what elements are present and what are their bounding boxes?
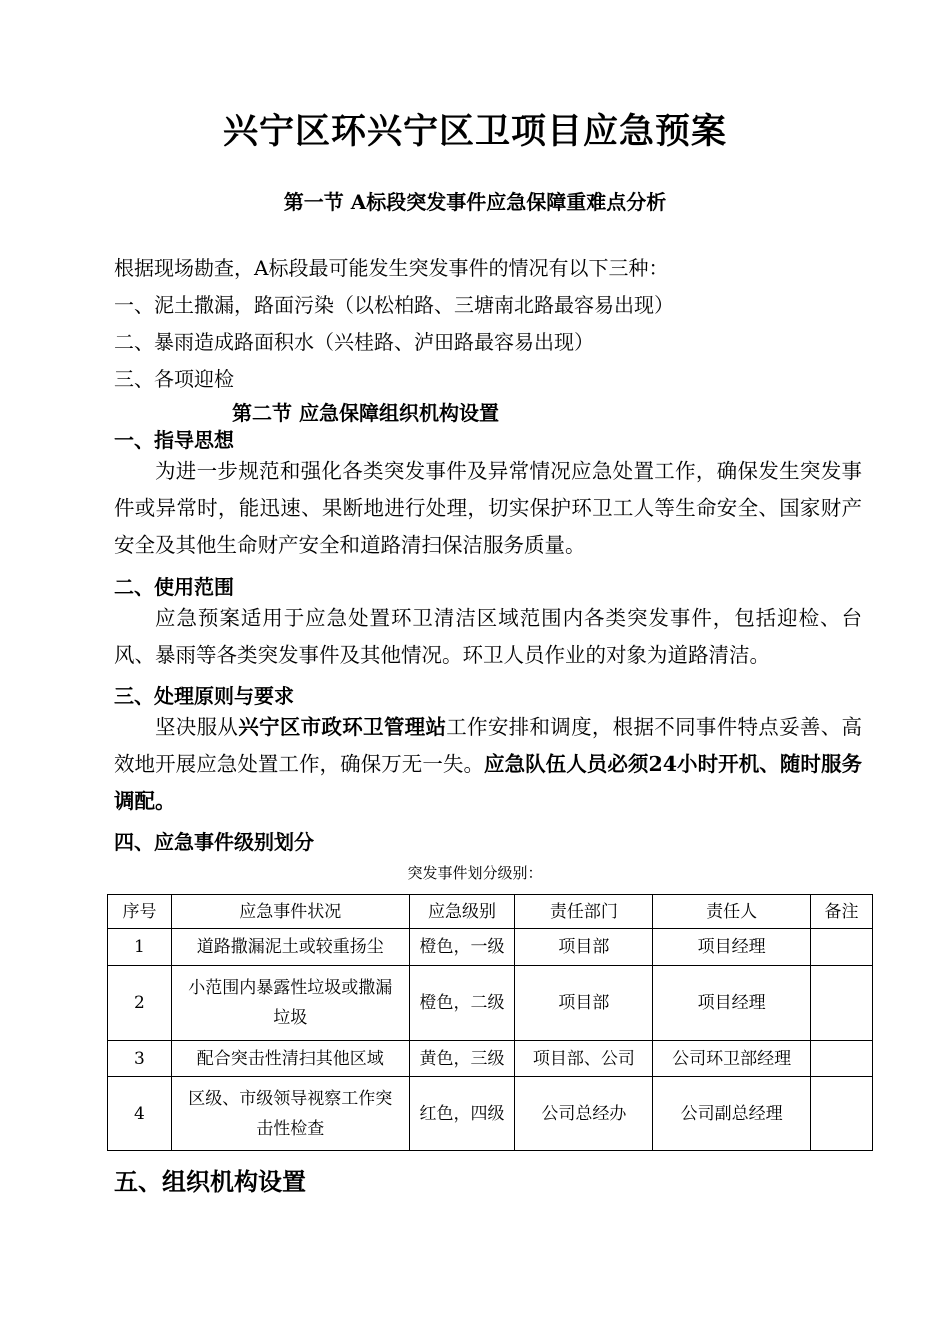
table-cell bbox=[811, 1077, 873, 1151]
part1-paragraph: 为进一步规范和强化各类突发事件及异常情况应急处置工作，确保发生突发事件或异常时，能迅速、果断地进行处理，切实保护环卫工人等生命安全、国家财产安全及其他生命财产安全和道路清扫保洁服务质量。 bbox=[114, 459, 862, 557]
part3-requirement: 应急队伍人员必须24小时开机、随时服务调配。 bbox=[114, 752, 862, 813]
table-cell: 3 bbox=[108, 1041, 172, 1077]
table-header: 序号 bbox=[108, 895, 172, 929]
table-cell: 红色，四级 bbox=[409, 1077, 515, 1151]
table-cell: 项目部 bbox=[515, 929, 653, 966]
table-cell: 公司环卫部经理 bbox=[653, 1041, 811, 1077]
table-cell: 道路撒漏泥土或较重扬尘 bbox=[171, 929, 409, 966]
part1-heading: 一、指导思想 bbox=[114, 428, 234, 452]
table-header: 应急事件状况 bbox=[171, 895, 409, 929]
list-item: 三、各项迎检 bbox=[114, 367, 234, 391]
table-row bbox=[108, 1041, 873, 1077]
table-cell: 项目经理 bbox=[653, 929, 811, 966]
table-caption: 突发事件划分级别： bbox=[407, 864, 543, 882]
part5-heading: 五、组织机构设置 bbox=[114, 1167, 306, 1196]
table-cell: 2 bbox=[108, 966, 172, 1041]
event-level-table bbox=[107, 894, 873, 1151]
section2-heading: 第二节 应急保障组织机构设置 bbox=[232, 401, 499, 425]
table-header: 责任部门 bbox=[515, 895, 653, 929]
document-title: 兴宁区环兴宁区卫项目应急预案 bbox=[222, 111, 727, 152]
table-cell bbox=[811, 966, 873, 1041]
part2-heading: 二、使用范围 bbox=[114, 575, 234, 599]
table-cell: 小范围内暴露性垃圾或撒漏垃圾 bbox=[171, 966, 409, 1041]
table-header-row bbox=[108, 895, 873, 929]
part3-paragraph bbox=[114, 709, 862, 820]
part4-heading: 四、应急事件级别划分 bbox=[114, 830, 314, 854]
table-cell bbox=[811, 1041, 873, 1077]
table-cell: 区级、市级领导视察工作突击性检查 bbox=[171, 1077, 409, 1151]
part2-paragraph: 应急预案适用于应急处置环卫清洁区域范围内各类突发事件，包括迎检、台风、暴雨等各类突发事件及其他情况。环卫人员作业的对象为道路清洁。 bbox=[114, 606, 862, 667]
section1-intro: 根据现场勘查，A标段最可能发生突发事件的情况有以下三种： bbox=[114, 256, 669, 280]
table-cell: 橙色，二级 bbox=[409, 966, 515, 1041]
table-row bbox=[108, 929, 873, 966]
table-cell bbox=[811, 929, 873, 966]
table-cell: 黄色，三级 bbox=[409, 1041, 515, 1077]
table-cell: 公司总经办 bbox=[515, 1077, 653, 1151]
table-header: 备注 bbox=[811, 895, 873, 929]
section1-heading: 第一节 A标段突发事件应急保障重难点分析 bbox=[283, 190, 667, 214]
table-cell: 1 bbox=[108, 929, 172, 966]
table-cell: 配合突击性清扫其他区域 bbox=[171, 1041, 409, 1077]
table-cell: 4 bbox=[108, 1077, 172, 1151]
part3-heading: 三、处理原则与要求 bbox=[114, 684, 294, 708]
table-header: 责任人 bbox=[653, 895, 811, 929]
table-cell: 橙色，一级 bbox=[409, 929, 515, 966]
list-item: 二、暴雨造成路面积水（兴桂路、泸田路最容易出现） bbox=[114, 330, 594, 354]
table-row bbox=[108, 1077, 873, 1151]
table-header: 应急级别 bbox=[409, 895, 515, 929]
list-item: 一、泥土撒漏，路面污染（以松柏路、三塘南北路最容易出现） bbox=[114, 293, 674, 317]
management-station-name: 兴宁区市政环卫管理站 bbox=[238, 715, 447, 739]
table-cell: 项目经理 bbox=[653, 966, 811, 1041]
table-cell: 项目部、公司 bbox=[515, 1041, 653, 1077]
part3-text-a: 坚决服从 bbox=[155, 715, 239, 739]
part3-text-c: 工作安排和调度，根据不同事件特点妥善、高效地开展应急处置工作，确保万无一失。 bbox=[114, 715, 863, 776]
table-row bbox=[108, 966, 873, 1041]
table-cell: 项目部 bbox=[515, 966, 653, 1041]
table-cell: 公司副总经理 bbox=[653, 1077, 811, 1151]
